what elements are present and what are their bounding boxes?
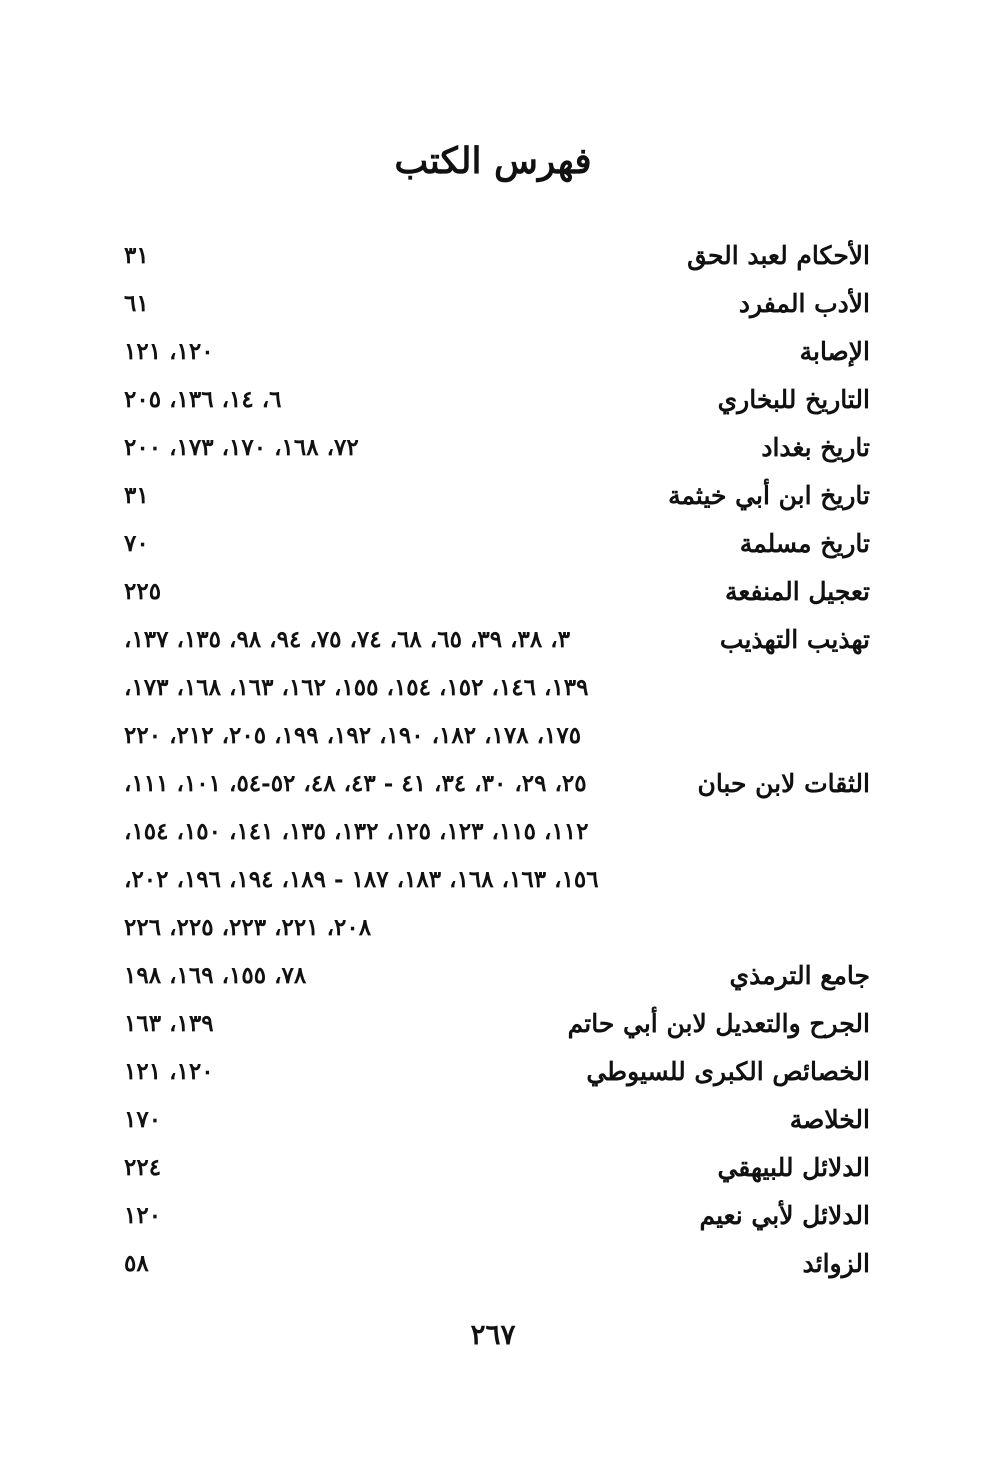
book-title: الجرح والتعديل لابن أبي حاتم bbox=[567, 1009, 870, 1038]
page-references bbox=[0, 1048, 684, 1096]
book-title: الخصائص الكبرى للسيوطي bbox=[586, 1057, 870, 1086]
book-title: الإصابة bbox=[799, 337, 870, 366]
page-number: ٢٦٧ bbox=[470, 1318, 516, 1351]
page-reference-line: ١٣٩، ١٤٦، ١٥٢، ١٥٤، ١٥٥، ١٦٢، ١٦٣، ١٦٨، ١٧٣، bbox=[124, 674, 589, 701]
page-reference-line: ١١٢، ١١٥، ١٢٣، ١٢٥، ١٣٢، ١٣٥، ١٤١، ١٥٠، ١٥٤، bbox=[124, 818, 589, 845]
book-title: تاريخ مسلمة bbox=[739, 529, 870, 558]
book-title: جامع الترمذي bbox=[729, 961, 870, 990]
index-entry bbox=[0, 376, 986, 424]
page-references bbox=[0, 952, 684, 1000]
page-references bbox=[0, 1096, 684, 1144]
page-reference-line: ١٢٠، ١٢١ bbox=[124, 338, 214, 365]
page-reference-line: ٣١ bbox=[124, 482, 149, 509]
index-entry bbox=[0, 472, 986, 520]
index-entry bbox=[0, 280, 986, 328]
book-title: تعجيل المنفعة bbox=[724, 577, 870, 606]
page-references bbox=[0, 232, 684, 280]
page-references bbox=[0, 568, 684, 616]
page-references bbox=[0, 472, 684, 520]
page-reference-line: ٥٨ bbox=[124, 1250, 149, 1277]
page-reference-line: ٣١ bbox=[124, 242, 149, 269]
index-entry bbox=[0, 760, 986, 952]
book-index-list bbox=[0, 232, 986, 1288]
page-references bbox=[0, 760, 684, 952]
book-title: تاريخ بغداد bbox=[761, 433, 870, 462]
book-title: تهذيب التهذيب bbox=[719, 625, 870, 654]
index-entry bbox=[0, 1192, 986, 1240]
page-reference-line: ٢٥، ٢٩، ٣٠، ٣٤، ٤١ - ٤٣، ٤٨، ٥٢-٥٤، ١٠١، ١١١، bbox=[124, 770, 587, 797]
page-references bbox=[0, 328, 684, 376]
index-entry bbox=[0, 616, 986, 760]
index-entry bbox=[0, 1000, 986, 1048]
page-reference-line: ١٧٥، ١٧٨، ١٨٢، ١٩٠، ١٩٢، ١٩٩، ٢٠٥، ٢١٢، ٢٢٠ bbox=[124, 722, 582, 749]
index-entry bbox=[0, 424, 986, 472]
book-title: الأحكام لعبد الحق bbox=[687, 241, 870, 270]
page-reference-line: ٣، ٣٨، ٣٩، ٦٥، ٦٨، ٧٤، ٧٥، ٩٤، ٩٨، ١٣٥، ١٣٧، bbox=[124, 626, 571, 653]
page-reference-line: ١٢٠، ١٢١ bbox=[124, 1058, 214, 1085]
page-reference-line: ٧٢، ١٦٨، ١٧٠، ١٧٣، ٢٠٠ bbox=[124, 434, 359, 461]
book-title: التاريخ للبخاري bbox=[717, 385, 870, 414]
book-title: الزوائد bbox=[802, 1249, 870, 1278]
page-references bbox=[0, 616, 684, 760]
page-reference-line: ٧٨، ١٥٥، ١٦٩، ١٩٨ bbox=[124, 962, 307, 989]
index-entry bbox=[0, 328, 986, 376]
index-entry bbox=[0, 232, 986, 280]
page-references bbox=[0, 520, 684, 568]
page-reference-line: ٦، ١٤، ١٣٦، ٢٠٥ bbox=[124, 386, 282, 413]
book-title: الخلاصة bbox=[789, 1105, 870, 1134]
index-entry bbox=[0, 568, 986, 616]
page-references bbox=[0, 1144, 684, 1192]
book-title: تاريخ ابن أبي خيثمة bbox=[668, 481, 870, 510]
index-entry bbox=[0, 520, 986, 568]
book-title: الدلائل لأبي نعيم bbox=[699, 1201, 870, 1230]
page-reference-line: ١٥٦، ١٦٣، ١٦٨، ١٨٣، ١٨٧ - ١٨٩، ١٩٤، ١٩٦، ٢٠٢، bbox=[124, 866, 599, 893]
index-entry bbox=[0, 1048, 986, 1096]
page-reference-line: ٢٠٨، ٢٢١، ٢٢٣، ٢٢٥، ٢٢٦ bbox=[124, 914, 372, 941]
page-reference-line: ١٧٠ bbox=[124, 1106, 162, 1133]
page-references bbox=[0, 1240, 684, 1288]
page-references bbox=[0, 1192, 684, 1240]
page-reference-line: ٢٢٥ bbox=[124, 578, 162, 605]
page-references bbox=[0, 376, 684, 424]
index-entry bbox=[0, 1096, 986, 1144]
page-reference-line: ٦١ bbox=[124, 290, 149, 317]
book-title: الأدب المفرد bbox=[738, 289, 870, 318]
page-title: فهرس الكتب bbox=[394, 140, 592, 182]
page-references bbox=[0, 424, 684, 472]
index-entry bbox=[0, 1144, 986, 1192]
page-reference-line: ٢٢٤ bbox=[124, 1154, 162, 1181]
index-entry bbox=[0, 1240, 986, 1288]
page-reference-line: ١٣٩، ١٦٣ bbox=[124, 1010, 214, 1037]
book-title: الثقات لابن حبان bbox=[697, 769, 870, 798]
book-title: الدلائل للبيهقي bbox=[717, 1153, 870, 1182]
index-entry bbox=[0, 952, 986, 1000]
page-reference-line: ٧٠ bbox=[124, 530, 149, 557]
page-references bbox=[0, 280, 684, 328]
page-reference-line: ١٢٠ bbox=[124, 1202, 162, 1229]
